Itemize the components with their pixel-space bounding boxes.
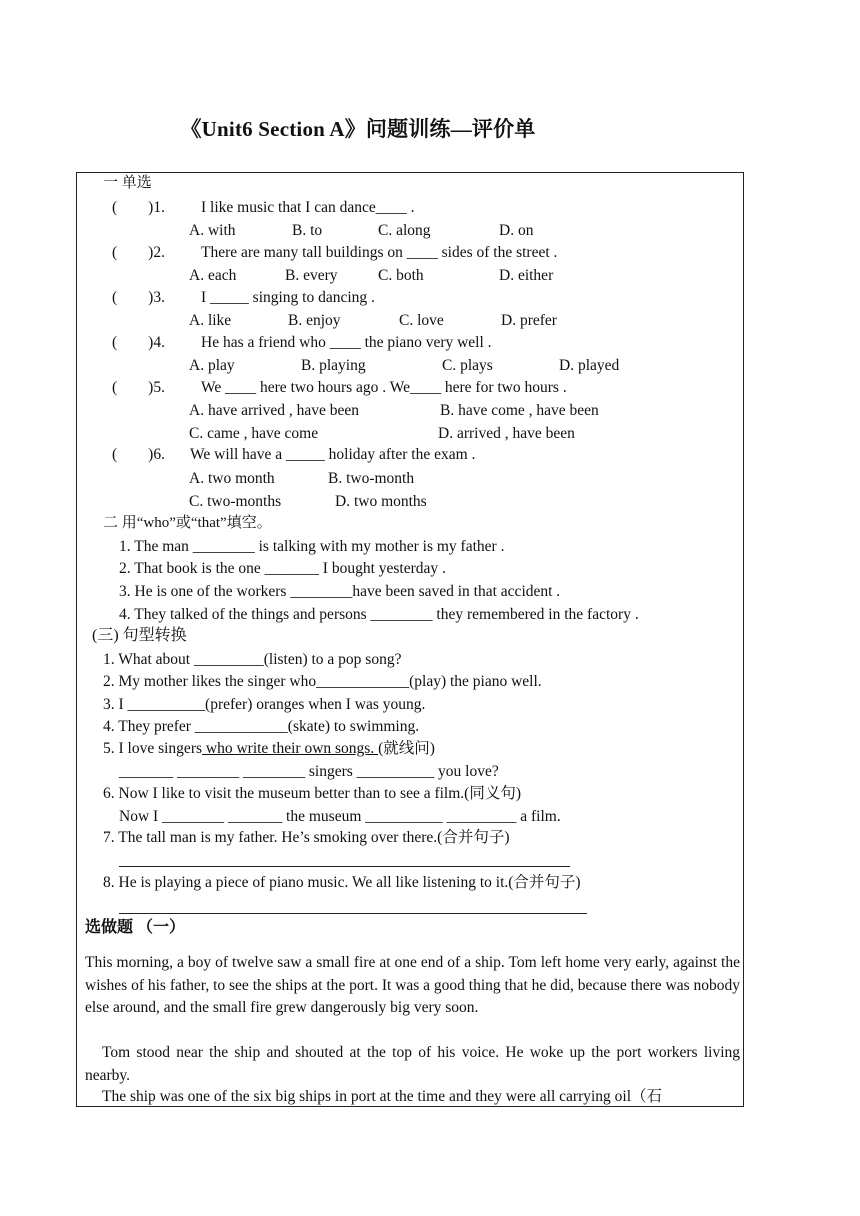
question-number: ( )4.: [112, 334, 165, 351]
question-stem: We will have a _____ holiday after the exam .: [190, 446, 476, 463]
option: C. love: [399, 312, 444, 329]
section3-heading: (三) 句型转换: [92, 627, 187, 644]
item5-underlined: who write their own songs.: [202, 740, 379, 757]
option: D. either: [499, 267, 554, 284]
option: D. prefer: [501, 312, 557, 329]
option: A. like: [189, 312, 232, 329]
question-stem: I _____ singing to dancing .: [201, 289, 375, 306]
option: D. on: [499, 222, 534, 239]
question-number: ( )5.: [112, 379, 165, 396]
option: D. two months: [335, 493, 427, 510]
question-number: ( )3.: [112, 289, 165, 306]
item5-suffix: (就线问): [378, 740, 435, 757]
section2-heading: 二 用“who”或“that”填空。: [103, 515, 272, 531]
option: C. both: [378, 267, 424, 284]
transform-item: 2. My mother likes the singer who____________(play) the piano well.: [103, 673, 542, 690]
item6-answer: Now I ________ _______ the museum __________ _________ a film.: [119, 808, 561, 825]
transform-item: 3. I __________(prefer) oranges when I was young.: [103, 696, 426, 713]
option: B. to: [292, 222, 323, 239]
fill-item: 2. That book is the one _______ I bought yesterday .: [119, 560, 446, 577]
option: A. have arrived , have been: [189, 402, 359, 419]
option: C. came , have come: [189, 425, 319, 442]
question-number: ( )6.: [112, 446, 165, 463]
option: C. along: [378, 222, 431, 239]
item5-answer: _______ ________ ________ singers __________ you love?: [119, 763, 499, 780]
transform-item-6: 6. Now I like to visit the museum better than to see a film.(同义句): [103, 785, 521, 802]
question-number: ( )2.: [112, 244, 165, 261]
answer-line: [119, 866, 570, 867]
option: A. two month: [189, 470, 275, 487]
transform-item-8: 8. He is playing a piece of piano music. We all like listening to it.(合并句子): [103, 874, 581, 891]
option: B. have come , have been: [440, 402, 599, 419]
passage-paragraph: Tom stood near the ship and shouted at the top of his voice. He woke up the port workers living nearby.: [85, 1044, 740, 1084]
option: B. every: [285, 267, 338, 284]
section1-heading: 一 单选: [103, 175, 152, 191]
passage-paragraph: This morning, a boy of twelve saw a small fire at one end of a ship. Tom left home very early, against the wishes of his father, to see the ships at the port. It was a good thing that he did, because there was nobody else around, and the small fire grew dangerously big very soon.: [85, 954, 740, 1016]
transform-item-7: 7. The tall man is my father. He’s smoking over there.(合并句子): [103, 829, 510, 846]
question-stem: I like music that I can dance____ .: [201, 199, 415, 216]
fill-item: 4. They talked of the things and persons ________ they remembered in the factory .: [119, 606, 639, 623]
question-stem: He has a friend who ____ the piano very well .: [201, 334, 492, 351]
question-number: ( )1.: [112, 199, 165, 216]
option: A. with: [189, 222, 236, 239]
page-title: 《Unit6 Section A》问题训练—评价单: [180, 117, 536, 141]
option: C. plays: [442, 357, 493, 374]
answer-line: [119, 913, 587, 914]
item5-prefix: 5. I love singers: [103, 740, 203, 757]
transform-item: 4. They prefer ____________(skate) to swimming.: [103, 718, 420, 735]
option: C. two-months: [189, 493, 282, 510]
question-stem: We ____ here two hours ago . We____ here for two hours .: [201, 379, 567, 396]
optional-heading: 选做题 （一）: [85, 919, 186, 936]
option: A. each: [189, 267, 237, 284]
option: D. played: [559, 357, 620, 374]
option: B. enjoy: [288, 312, 341, 329]
transform-item: 1. What about _________(listen) to a pop song?: [103, 651, 402, 668]
passage-paragraph: The ship was one of the six big ships in port at the time and they were all carrying oil（石: [102, 1088, 663, 1105]
question-stem: There are many tall buildings on ____ sides of the street .: [201, 244, 558, 261]
fill-item: 3. He is one of the workers ________have been saved in that accident .: [119, 583, 561, 600]
option: B. two-month: [328, 470, 415, 487]
fill-item: 1. The man ________ is talking with my mother is my father .: [119, 538, 505, 555]
transform-item-5: [103, 739, 435, 759]
option: B. playing: [301, 357, 366, 374]
option: D. arrived , have been: [438, 425, 575, 442]
option: A. play: [189, 357, 235, 374]
